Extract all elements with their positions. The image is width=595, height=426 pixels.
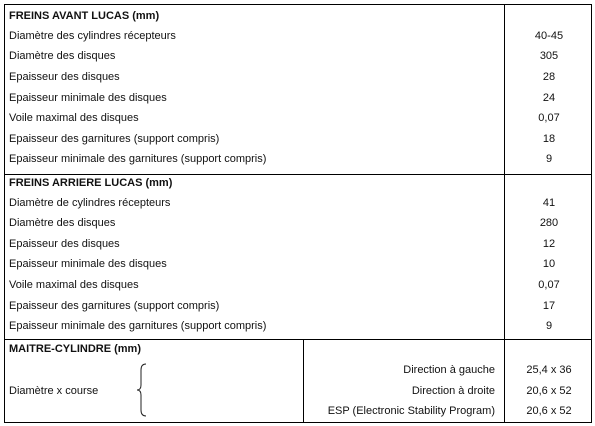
direction-column-divider xyxy=(303,339,304,422)
row-value: 0,07 xyxy=(538,279,560,291)
row-label: Diamètre des cylindres récepteurs xyxy=(9,30,176,42)
row-label: Epaisseur minimale des disques xyxy=(9,258,167,270)
row-label: Diamètre des disques xyxy=(9,50,116,62)
curly-brace-icon xyxy=(136,363,148,417)
direction-label: Direction à gauche xyxy=(403,364,495,376)
row-label: Voile maximal des disques xyxy=(9,279,139,291)
row-value: 10 xyxy=(542,258,556,270)
row-label: Diamètre des disques xyxy=(9,217,116,229)
row-label: Diamètre de cylindres récepteurs xyxy=(9,197,171,209)
value-column-divider xyxy=(504,4,505,422)
direction-label: Direction à droite xyxy=(411,385,495,397)
row-value: 28 xyxy=(542,71,556,83)
row-value: 9 xyxy=(545,320,553,332)
row-value: 12 xyxy=(542,238,556,250)
row-value: 9 xyxy=(545,153,553,165)
master-value: 20,6 x 52 xyxy=(526,405,572,417)
brake-spec-table xyxy=(4,4,592,423)
row-value: 18 xyxy=(542,133,556,145)
row-value: 24 xyxy=(542,92,556,104)
row-label: Epaisseur minimale des disques xyxy=(9,92,167,104)
row-value: 305 xyxy=(539,50,559,62)
section-title-front: FREINS AVANT LUCAS (mm) xyxy=(9,10,160,22)
row-label: Epaisseur des disques xyxy=(9,71,120,83)
section-title-rear: FREINS ARRIERE LUCAS (mm) xyxy=(9,177,173,189)
row-value: 280 xyxy=(539,217,559,229)
row-label: Epaisseur des garnitures (support compris) xyxy=(9,300,220,312)
master-value: 20,6 x 52 xyxy=(526,385,572,397)
row-value: 0,07 xyxy=(538,112,560,124)
master-value: 25,4 x 36 xyxy=(526,364,572,376)
section-title-master-cylinder: MAITRE-CYLINDRE (mm) xyxy=(9,343,141,355)
row-label: Epaisseur minimale des garnitures (support compris) xyxy=(9,153,267,165)
row-label: Epaisseur des garnitures (support compris) xyxy=(9,133,220,145)
master-row-label: Diamètre x course xyxy=(9,385,99,397)
row-label: Epaisseur minimale des garnitures (support compris) xyxy=(9,320,267,332)
row-label: Voile maximal des disques xyxy=(9,112,139,124)
row-label: Epaisseur des disques xyxy=(9,238,120,250)
row-value: 17 xyxy=(542,300,556,312)
row-value: 40-45 xyxy=(534,30,564,42)
row-value: 41 xyxy=(542,197,556,209)
direction-label: ESP (Electronic Stability Program) xyxy=(327,405,495,417)
